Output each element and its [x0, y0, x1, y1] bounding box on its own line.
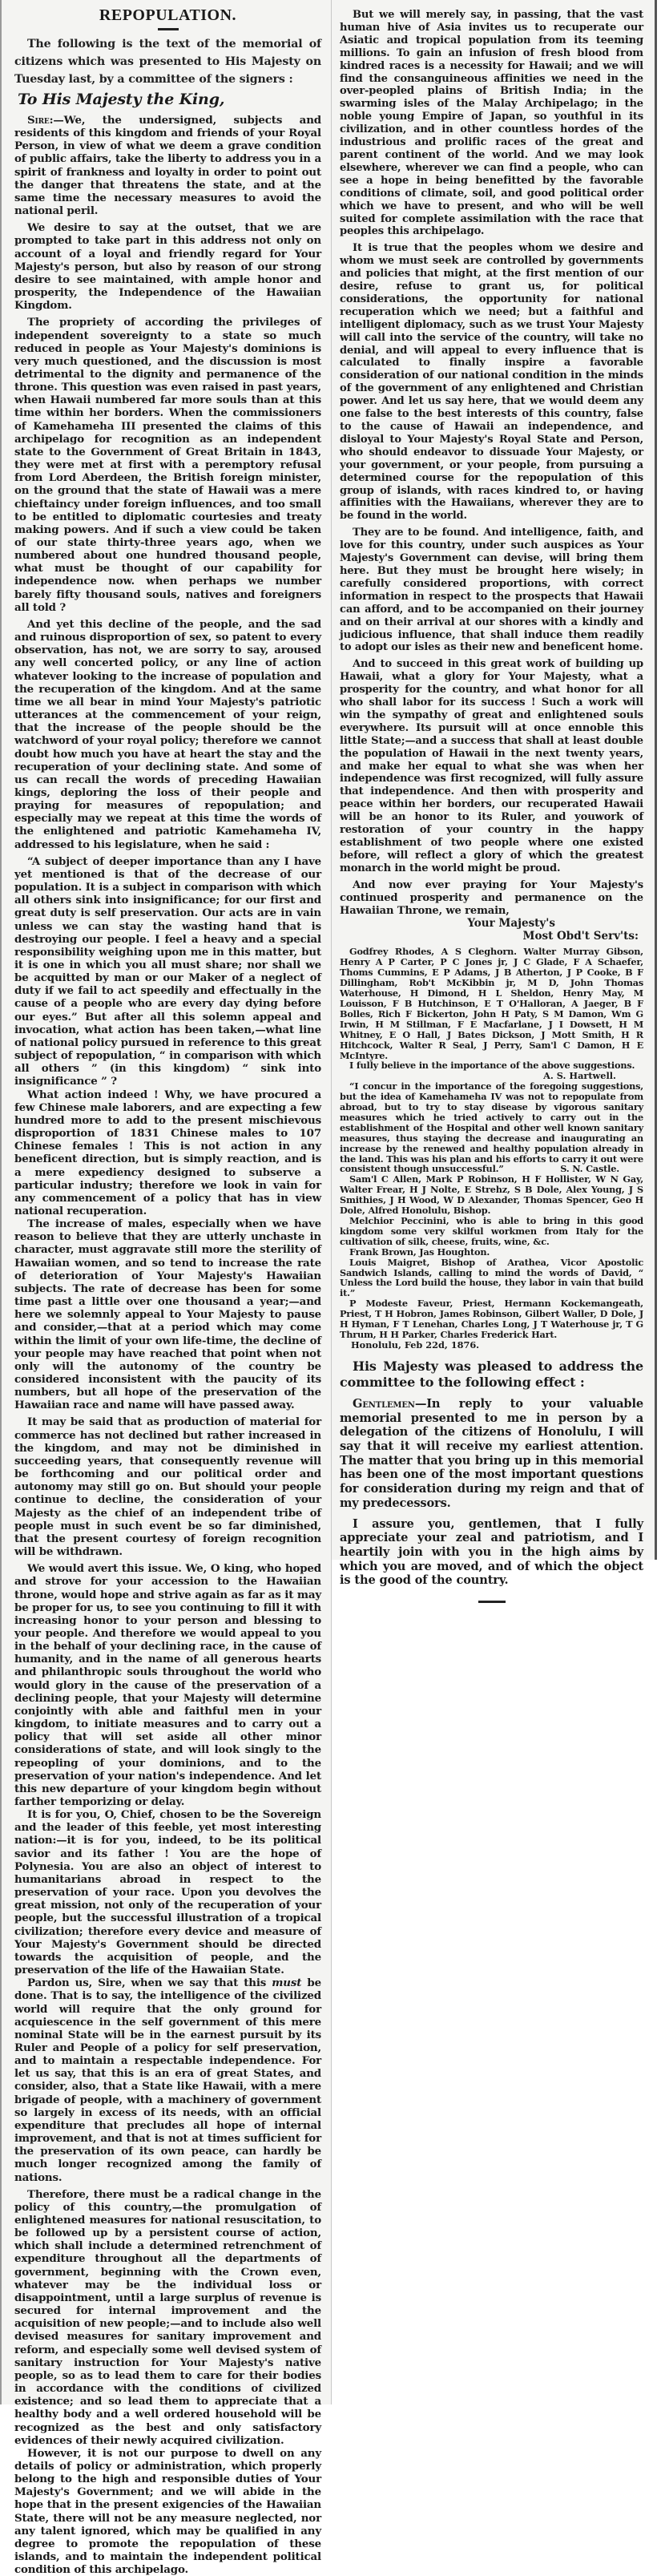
right-column — [332, 0, 657, 1588]
memorial-paragraph: The propriety of according the privileges of independent sovereignty to a state so much reduced in people as Your Majesty's dominions is very much questioned, and the discussion is most detrimental to the dignity and permanence of the throne. This question was even raised in past years, when Hawaii numbered far more souls than at this time within her borders. When the commissioners of Kamehameha III presented the claims of this archipelago for recognition as an independent state to the Government of Great Britain in 1843, they were met at first with a peremptory refusal from Lord Aberdeen, the British foreign minister, on the ground that the state of Hawaii was a mere chieftaincy under foreign influences, and too small to be entitled to diplomatic courtesies and treaty making powers. And if such a view could be taken of our state thirty-three years ago, when we numbered about one hundred thousand people, what must be thought of our capability for independence now. when perhaps we number barely fifty thousand souls, natives and foreigners all told ? — [14, 316, 321, 614]
memorial-paragraph: It is true that the peoples whom we desire and whom we must seek are controlled by governments and policies that might, at the first mention of our desire, refuse to grant us, for political considerations, the opportunity for national recuperation which we need; but a faithful and intelligent diplomacy, such as we trust Your Majesty will call into the service of the country, will take no denial, and will appeal to every influence that is calculated to finally inspire a favorable consideration of our national condition in the minds of the government of any enlightened and Christian power. And let us say here, that we would deem any one false to the best interests of this country, false to the cause of Hawaii an independence, and disloyal to Your Majesty's Royal State and Person, who should endeavor to dissuade Your Majesty, or your government, or your people, from pursuing a determined course for the repopulation of this group of islands, with races kindred to, or having affinities with the Hawaiians, wherever they are to be found in the world. — [340, 242, 643, 523]
opening-word: Sire — [27, 114, 50, 127]
closing-block — [340, 917, 643, 943]
memorial-closing-paragraph: And now ever praying for Your Majesty's continued prosperity and permanence on the Hawaiian Throne, we remain, — [340, 878, 643, 917]
dateline: Honolulu, Feb 22d, 1876. — [351, 1338, 480, 1351]
memorial-quote-paragraph: “A subject of deeper importance than any I have yet mentioned is that of the decrease of our population. It is a subject in comparison with which all others sink into insignificance; for our first and great duty is self preservation. Our acts are in vain unless we can stay the wasting hand that is destroying our people. I feel a heavy and a special responsibility weighing upon me in this matter, but it is one in which you all must share; nor shall we be acquitted by man or our Maker of a neglect of duty if we fail to act speedily and effectually in the cause of a people who are every day dying before our eyes.” But after all this solemn appeal and invocation, what action has been taken,—what line of national policy pursued in reference to this great subject of repopulation, “ in comparison with which all others ” (in this kingdom) “ sink into insignificance ” ? — [14, 854, 321, 1088]
memorial-paragraph: The increase of males, especially when we have reason to believe that they are utterly unchaste in character, must aggravate still more the sterility of Hawaiian women, and so tend to increase the rate of deterioration of Your Majesty's Hawaiian subjects. The rate of decrease has been for some time past a little over one thousand a year;—and here we solemnly appeal to Your Majesty to pause and consider,—that at a period which may come within the limit of your own life-time, the decline of your people may have reached that point when not only will the autonomy of the country be considered inconsistent with the paucity of its numbers, but all hope of the preservation of the Hawaiian race and name will have passed away. — [14, 1217, 321, 1412]
memorial-paragraph: Sire:—We, the undersigned, subjects and residents of this kingdom and friends of your Royal Person, in view of what we deem a grave condition of public affairs, take the liberty to address you in a spirit of frankness and loyalty in order to point out the danger that threatens the state, and at the same time the necessary measures to avoid the national peril. — [14, 114, 321, 218]
signers-list: Godfrey Rhodes, A S Cleghorn. Walter Murray Gibson, Henry A P Carter, P C Jones jr, J C Glade, F A Schaefer, Thoms Cummins, E P Adams, J B Atherton, J P Cooke, B F Dillingham, Rob't McKibbin jr, M D, John Thomas Waterhouse, H Dimond, H L Sheldon, Henry May, M Louisson, F B Hutchinson, E T O'Halloran, A Jaeger, B F Bolles, Rich F Bickerton, John H Paty, S M Damon, Wm G Irwin, H M Stillman, F E Macfarlane, J I Dowsett, H M Whitney, E O Hall, J Bates Dickson, J Mott Smith, H R Hitchcock, Walter R Seal, J Perry, Sam'l C Damon, H E McIntyre. — [340, 946, 643, 1061]
peccinini-note: Melchior Peccinini, who is able to bring in this good kingdom some very skilful workmen from Italy for the cultivation of silk, cheese, fruits, wine, &c. — [340, 1215, 643, 1247]
memorial-paragraph: It is for you, O, Chief, chosen to be the Sovereign and the leader of this feeble, yet most interesting nation:—it is for you, indeed, to be its political savior and its father ! You are the hope of Polynesia. You are also an object of interest to humanitarians abroad in respect to the preservation of your race. Upon you devolves the great mission, not only of the recuperation of your people, but the successful illustration of a tropical civilization; therefore every device and measure of Your Majesty's Government should be directed towards the acquisition of people, and the preservation of the life of the Hawaiian State. — [14, 1808, 321, 1977]
article-headline: REPOPULATION. — [99, 6, 237, 24]
maigret-note: Louis Maigret, Bishop of Arathea, Vicor Apostolic Sandwich Islands, calling to mind the words of David, “ Unless the Lord build the house, they labor in vain that build it.” — [340, 1256, 643, 1299]
reply-paragraph: Gentlemen—In reply to your valuable memorial presented to me in person by a delegation of the citizens of Honolulu, I will say that it will receive my earliest attention. The matter that you bring up in this memorial has been one of the most important questions for consideration during my reign and that of my predecessors. — [340, 1396, 643, 1510]
closing-line-1: Your Majesty's — [467, 917, 555, 931]
castle-signature: S. N. Castle. — [560, 1163, 619, 1175]
memorial-paragraph: We would avert this issue. We, O king, who hoped and strove for your accession to the Hawaiian throne, would hope and strive again as far as it may be proper for us, to see you continuing to fill it with increasing honor to your person and blessing to your people. And therefore we would appeal to you in the behalf of your declining race, in the cause of humanity, and in the name of all generous hearts and philanthropic souls throughout the world who would glory in the cause of the preservation of a declining people, that your Majesty will determine conjointly with able and faithful men in your kingdom, to initiate measures and to carry out a policy that will set aside all other minor considerations of state, and will look singly to the repeopling of your dominions, and to the preservation of your nation's independence. And let this new departure of your kingdom begin without farther temporizing or delay. — [14, 1562, 321, 1808]
salutation: To His Majesty the King, — [18, 91, 225, 108]
hartwell-signature: A. S. Hartwell. — [543, 1070, 616, 1082]
signers-list: Frank Brown, Jas Houghton. — [349, 1246, 490, 1258]
article-intro: The following is the text of the memorial of citizens which was presented to His Majesty on Tuesday last, by a committee of the signers : — [14, 38, 321, 86]
end-rule — [478, 1601, 506, 1603]
memorial-paragraph-continued: However, it is not our purpose to dwell on any details of policy or administration, which properly belong to the high and responsible duties of Your Majesty's Government; and we will abide in the hope that in the present exigencies of the Hawaiian State, there will not be any measure neglected, nor any talent ignored, which may be qualified in any degree to promote the repopulation of these islands, and to maintain the independent political condition of this archipelago. — [14, 2446, 321, 2576]
emphasis-must: must — [272, 1976, 302, 1990]
reply-intro: His Majesty was pleased to address the committee to the following effect : — [340, 1358, 643, 1390]
headline-rule — [158, 28, 179, 30]
memorial-paragraph: What action indeed ! Why, we have procured a few Chinese male laborers, and are expecting a few hundred more to add to the present mischievous disproportion of 1831 Chinese males to 107 Chinese females ! This is not action in any beneficent direction, but is simply reaction, and is a mere expediency designed to subserve a particular industry; therefore we look in vain for any commencement of a policy that has in view national recuperation. — [14, 1088, 321, 1217]
hartwell-note: I fully believe in the importance of the above suggestions. — [349, 1060, 635, 1072]
reply-opening-word: Gentlemen — [353, 1396, 415, 1411]
memorial-paragraph: It may be said that as production of material for commerce has not declined but rather increased in the kingdom, and may not be diminished in succeeding years, that consequently revenue will be forthcoming and our political order and autonomy may still go on. But should your people continue to decline, the consideration of your Majesty as the chief of an independent tribe of people must in such event be so far diminished, that the present courtesy of foreign recognition will be withdrawn. — [14, 1415, 321, 1559]
memorial-paragraph: Pardon us, Sire, when we say that this must be done. That is to say, the intelligence of the civilized world will require that the only ground for acquiescence in the self government of this mere nominal State will be in the earnest pursuit by its Ruler and People of a policy for self preservation, and to maintain a respectable independence. For let us say, that this is an era of great States, and consider, also, that a State like Hawaii, with a mere brigade of people, with a machinery of government so largely in excess of its needs, with an official expenditure that precludes all hope of internal improvement, and that is not at times sufficient for the preservation of its own peace, can hardly be much longer recognized among the family of nations. — [14, 1976, 321, 2184]
signers-list: P Modeste Faveur, Priest, Hermann Kockemangeath, Priest, T H Hobron, James Robinson, Gilbert Waller, D Dole, J H Hyman, F T Lenehan, Charles Long, J T Waterhouse jr, T G Thrum, H H Parker, Charles Frederick Hart. — [340, 1298, 643, 1340]
signers-list: Sam'l C Allen, Mark P Robinson, H F Hollister, W N Gay, Walter Frear, H J Nolte, E Strehz, S B Dole, Alex Young, J S Smithies, J H Wood, W D Alexander, Thomas Spencer, Geo H Dole, Alfred Honolulu, Bishop. — [340, 1173, 643, 1217]
memorial-paragraph: They are to be found. And intelligence, faith, and love for this country, under such auspices as Your Majesty's Government can devise, will bring them here. But they must be brought here wisely; in carefully considered proportions, with correct information in respect to the prospects that Hawaii can afford, and to be accompanied on their journey and on their arrival at our shores with a kindly and judicious influence, that shall induce them readily to adopt our isles as their new and beneficent home. — [340, 527, 643, 654]
castle-note: “I concur in the importance of the foregoing suggestions, but the idea of Kamehameha IV was not to repopulate from abroad, but to try to stay disease by vigorous sanitary measures which he tried actively to carry out in the establishment of the Hospital and other well known sanitary measures, thus staying the decrease and inaugurating an increase by the renewed and healthy population already in the land. This was his plan and his efforts to carry it out were consistent though unsuccessful.” S. N. Castle. — [340, 1080, 643, 1175]
closing-line-2: Most Obd't Serv'ts: — [522, 930, 639, 943]
memorial-paragraph: But we will merely say, in passing, that the vast human hive of Asia invites us to recuperate our Asiatic and tropical population from its teeming millions. To gain an infusion of fresh blood from kindred races is a necessity for Hawaii; and we will find the consanguineous affinities we need in the over-peopled plains of British India; in the swarming isles of the Malay Archipelago; in the noble young Empire of Japan, so youthful in its civilization, and in other countless hordes of the industrious and prolific races of the great and parent continent of the world. And we may look elsewhere, wherever we can find a people, who can see a hope in being benefitted by the favorable conditions of climate, soil, and good political order which we have to present, and who will be well suited for complete assimilation with the race that peoples this archipelago. — [340, 9, 643, 238]
reply-paragraph: I assure you, gentlemen, that I fully appreciate your zeal and patriotism, and I heartily join with you in the high aims by which you are moved, and of which the object is the good of the country. — [340, 1516, 643, 1588]
memorial-paragraph: We desire to say at the outset, that we are prompted to take part in this address not only on account of a loyal and friendly regard for Your Majesty's person, but also by reason of our strong desire to see maintained, with ample honor and prosperity, the Independence of the Hawaiian Kingdom. — [14, 221, 321, 313]
memorial-paragraph: And to succeed in this great work of building up Hawaii, what a glory for Your Majesty, what a prosperity for the country, and what honor for all who shall labor for its success ! Such a work will win the sympathy of great and enlightened souls everywhere. Its pursuit will at once ennoble this little State;—and a success that shall at least double the population of Hawaii in the next twenty years, and make her equal to what she was when her independence was first recognized, will fully assure that independence. And then with prosperity and peace within her borders, our recuperated Hawaii will be an honor to its Ruler, and youwork of restoration of your country in the happy establishment of two people where one existed before, will reflect a glory of which the greatest monarch in the world might be proud. — [340, 658, 643, 874]
memorial-paragraph: And yet this decline of the people, and the sad and ruinous disproportion of sex, so patent to every observation, has not, we are sorry to say, aroused any well concerted policy, or any line of action whatever looking to the increase of population and the recuperation of the kingdom. And at the same time we all bear in mind Your Majesty's patriotic utterances at the commencement of your reign, that the increase of the people should be the watchword of your royal policy; therefore we cannot doubt how much you have at heart the stay and the recuperation of your declining state. And some of us can recall the words of preceding Hawaiian kings, deploring the loss of their people and praying for measures of repopulation; and especially may we repeat at this time the words of the enlightened and patriotic Kamehameha IV, addressed to his legislature, when he said : — [14, 617, 321, 851]
memorial-paragraph: Therefore, there must be a radical change in the policy of this country,—the promulgation of enlightened measures for national resuscitation, to be followed up by a persistent course of action, which shall include a determined retrenchment of expenditure throughout all the departments of government, beginning with the Crown even, whatever may be the individual loss or disappointment, until a large surplus of revenue is secured for internal improvement and the acquisition of new people;—and to include also well devised measures for sanitary improvement and reform, and especially some well devised system of sanitary instruction for Your Majesty's native people, so as to lead them to care for their bodies in accordance with the conditions of civilized existence; and so lead them to appreciate that a healthy body and a well ordered household will be recognized as the best and only satisfactory evidences of their newly acquired civilization. — [14, 2187, 321, 2447]
